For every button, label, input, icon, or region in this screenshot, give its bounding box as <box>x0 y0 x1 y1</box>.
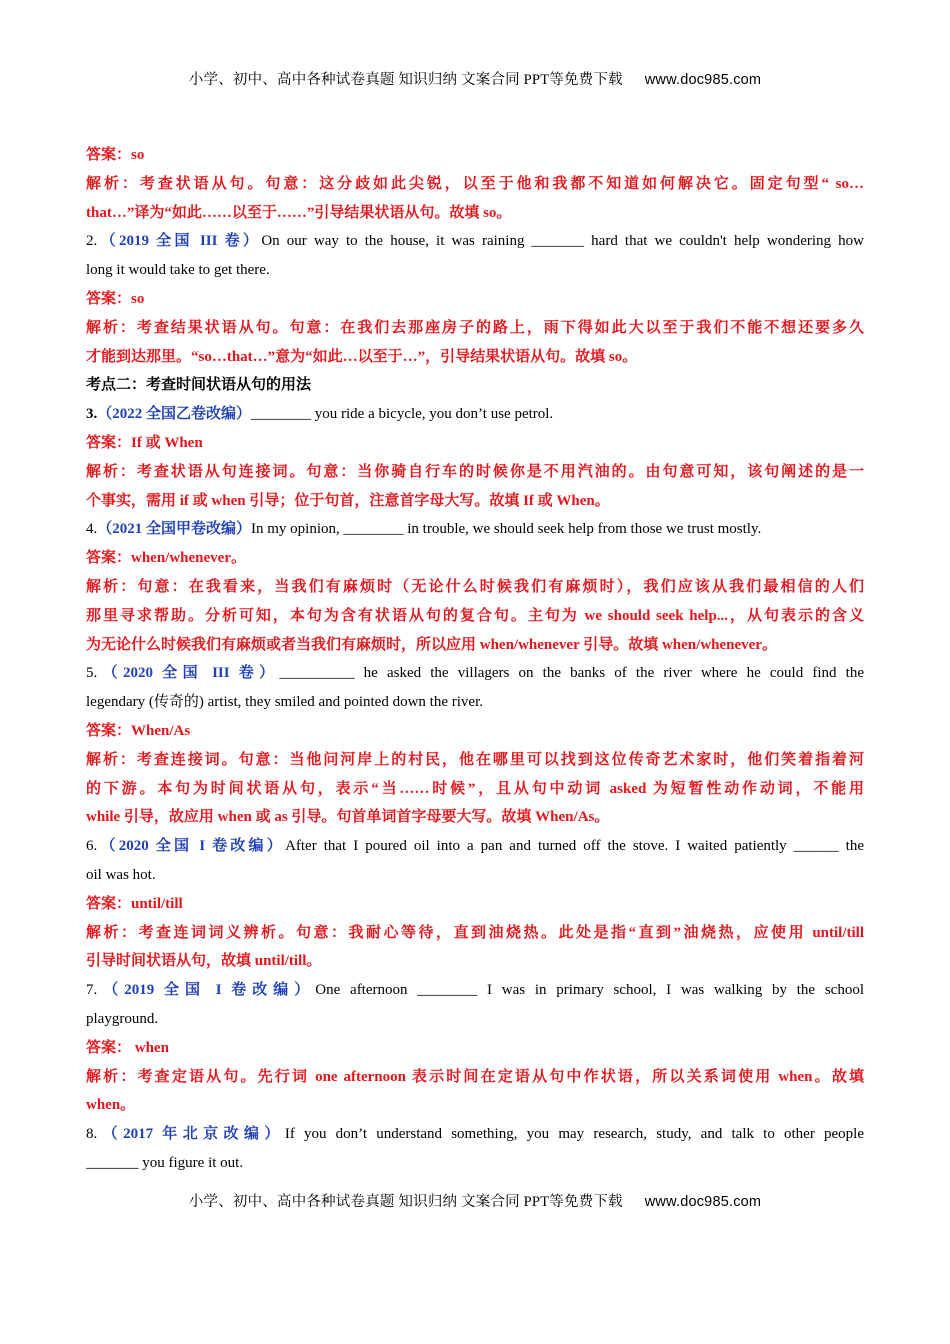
analysis-line: 解析：考查状语从句连接词。句意：当你骑自行车的时候你是不用汽油的。由句意可知，该句阐述的是一 <box>86 463 864 480</box>
footer-url[interactable]: www.doc985.com <box>644 1194 762 1210</box>
answer-line: 答案：If 或 When <box>86 434 203 451</box>
header-text: 小学、初中、高中各种试卷真题 知识归纳 文案合同 PPT等免费下载 <box>188 72 623 88</box>
question-number: 3. <box>86 406 98 423</box>
question-source: （2019 全国 I 卷改编） <box>97 982 316 999</box>
header-url[interactable]: www.doc985.com <box>644 72 762 88</box>
analysis-line: 解析：考查连接词。句意：当他问河岸上的村民，他在哪里可以找到这位传奇艺术家时，他们笑着指着河 <box>86 751 864 768</box>
question-text-line: _______ you figure it out. <box>86 1154 244 1171</box>
analysis-line: 解析：句意：在我看来，当我们有麻烦时（无论什么时候我们有麻烦时），我们应该从我们最相信的人们 <box>86 578 864 595</box>
question-source: （2021 全国甲卷改编） <box>97 521 252 538</box>
analysis-line: 解析：考查定语从句。先行词 one afternoon 表示时间在定语从句中作状语，所以关系词使用 when。故填 <box>86 1068 864 1085</box>
answer-line: 答案：so <box>86 290 145 307</box>
question-source: （2022 全国乙卷改编） <box>97 406 252 423</box>
analysis-line: 解析：考查状语从句。句意：这分歧如此尖锐，以至于他和我都不知道如何解决它。固定句型“ so… <box>86 175 864 192</box>
analysis-line: when。 <box>86 1097 136 1114</box>
question-2 <box>86 227 864 256</box>
question-text-line: long it would take to get there. <box>86 262 270 279</box>
question-text-line: legendary (传奇的) artist, they smiled and pointed down the river. <box>86 694 483 711</box>
question-text-line: oil was hot. <box>86 866 156 883</box>
analysis-line: 解析：考查连词词义辨析。句意：我耐心等待，直到油烧热。此处是指“直到”油烧热，应使用 until/till <box>86 924 864 941</box>
question-text: One afternoon ________ I was in primary school, I was walking by the school <box>315 982 864 999</box>
answer-line: 答案：when/whenever。 <box>86 550 246 567</box>
analysis-line: that…”译为“如此……以至于……”引导结果状语从句。故填 so。 <box>86 204 512 221</box>
analysis-line: 个事实，需用 if 或 when 引导；位于句首，注意首字母大写。故填 If 或 When。 <box>86 492 610 509</box>
question-7 <box>86 976 864 1005</box>
question-text-line: playground. <box>86 1010 159 1027</box>
analysis-line: 才能到达那里。“so…that…”意为“如此…以至于…”，引导结果状语从句。故填 so。 <box>86 348 638 365</box>
analysis-line: 解析：考查结果状语从句。句意：在我们去那座房子的路上，雨下得如此大以至于我们不能不想还要多久 <box>86 319 864 336</box>
answer-line: 答案：so <box>86 147 145 163</box>
question-6 <box>86 832 864 861</box>
answer-line: 答案：When/As <box>86 722 191 739</box>
question-5 <box>86 659 864 688</box>
page-header <box>0 68 950 89</box>
question-text: __________ he asked the villagers on the banks of the river where he could find the <box>279 665 864 682</box>
answer-line: 答案：until/till <box>86 895 183 912</box>
analysis-line: 的下游。本句为时间状语从句，表示“当……时候”，且从句中动词 asked 为短暂性动作动词，不能用 <box>86 780 864 797</box>
question-number: 8. <box>86 1126 98 1143</box>
analysis-line: 那里寻求帮助。分析可知，本句为含有状语从句的复合句。主句为 we should seek help...，从句表示的含义 <box>86 607 864 624</box>
page-footer <box>0 1190 950 1211</box>
question-text: On our way to the house, it was raining _______ hard that we couldn't help wondering how <box>261 233 864 250</box>
question-number: 2. <box>86 233 98 250</box>
question-text: After that I poured oil into a pan and turned off the stove. I waited patiently ______ the <box>285 838 864 855</box>
footer-text: 小学、初中、高中各种试卷真题 知识归纳 文案合同 PPT等免费下载 <box>188 1194 623 1210</box>
question-number: 5. <box>86 665 98 682</box>
question-source: （2019 全国 III 卷） <box>97 233 262 250</box>
question-source: （2017 年北京改编） <box>97 1126 285 1143</box>
question-text: If you don’t understand something, you may research, study, and talk to other people <box>284 1126 864 1143</box>
question-number: 6. <box>86 838 98 855</box>
question-text: ________ you ride a bicycle, you don’t use petrol. <box>251 406 554 423</box>
analysis-line: 为无论什么时候我们有麻烦或者当我们有麻烦时，所以应用 when/whenever 引导。故填 when/whenever。 <box>86 636 777 653</box>
section-heading: 考点二：考查时间状语从句的用法 <box>86 377 312 394</box>
question-source: （2020 全国 III 卷） <box>97 665 280 682</box>
question-number: 7. <box>86 982 98 999</box>
question-source: （2020 全国 I 卷改编） <box>97 838 286 855</box>
analysis-line: while 引导，故应用 when 或 as 引导。句首单词首字母要大写。故填 When/As。 <box>86 809 610 826</box>
analysis-line: 引导时间状语从句，故填 until/till。 <box>86 953 322 970</box>
document-body <box>86 141 864 1178</box>
question-text: In my opinion, ________ in trouble, we should seek help from those we trust mostly. <box>251 521 762 538</box>
question-8 <box>86 1120 864 1149</box>
question-number: 4. <box>86 521 98 538</box>
question-3 <box>86 400 864 429</box>
question-4 <box>86 515 864 544</box>
answer-line: 答案： when <box>86 1039 169 1056</box>
